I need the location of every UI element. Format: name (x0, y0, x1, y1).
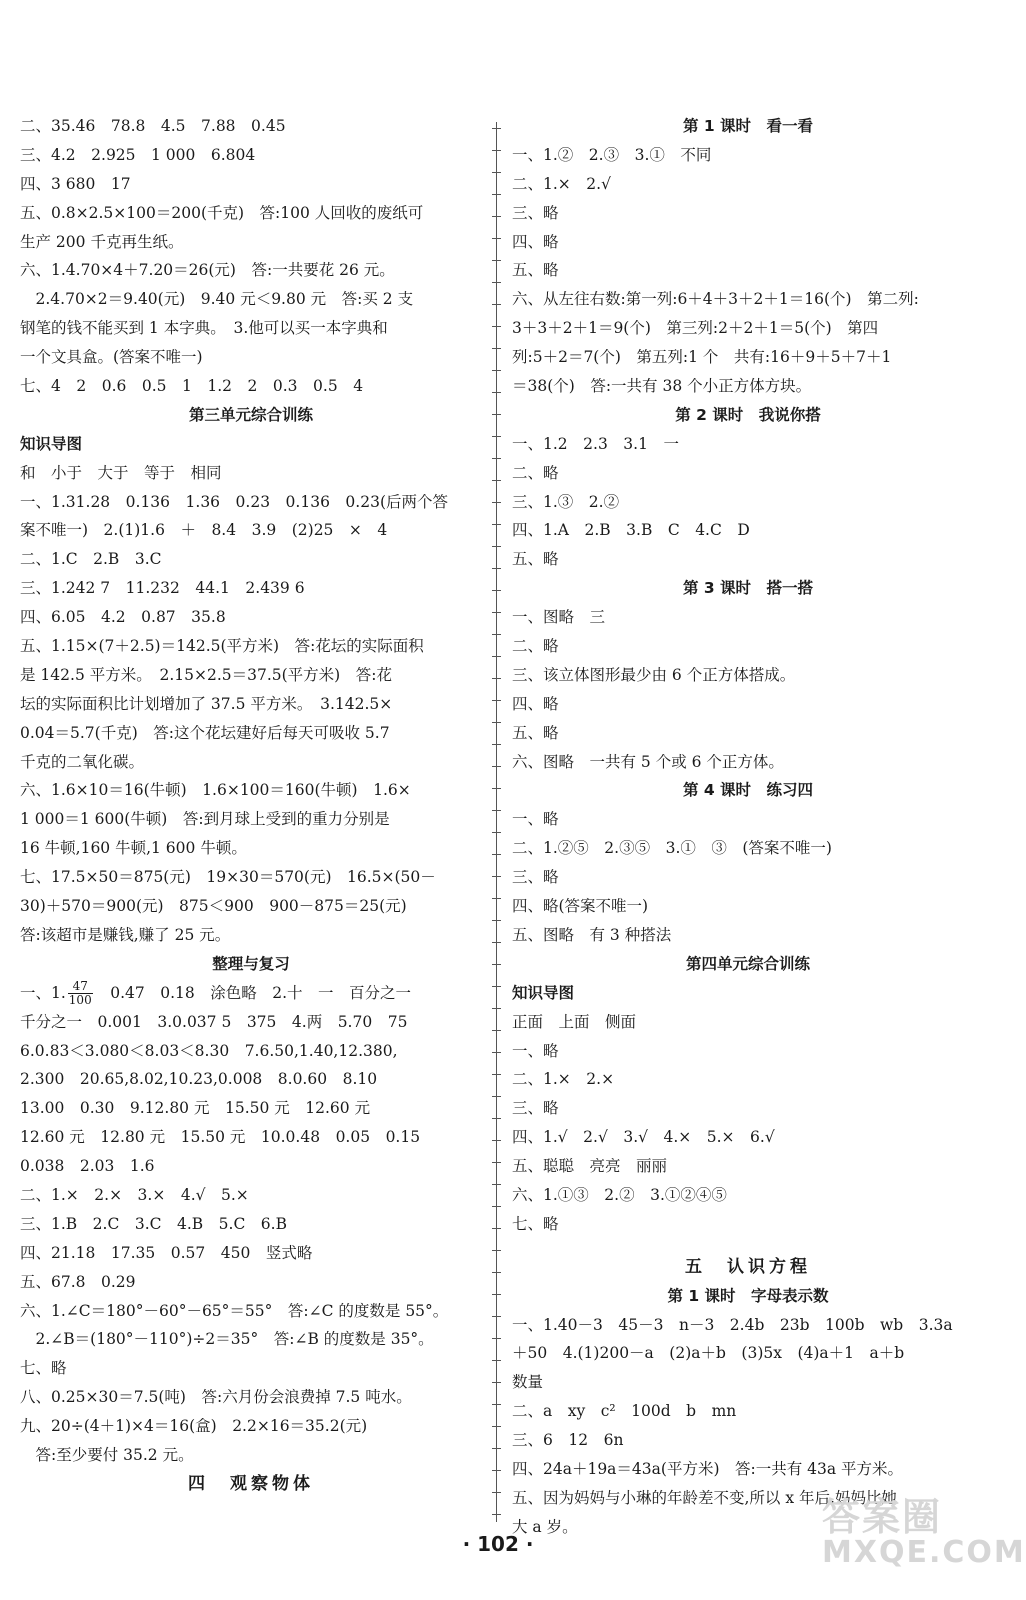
divider-tick (492, 1140, 501, 1141)
answer-line: 二、a xy c² 100d b mn (512, 1402, 737, 1421)
answer-line: 3＋3＋2＋1＝9(个) 第三列:2＋2＋1＝5(个) 第四 (512, 319, 879, 338)
right-column (512, 112, 984, 1542)
page-number: · 102 · (462, 1532, 534, 1556)
answer-line: 是 142.5 平方米。 2.15×2.5＝37.5(平方米) 答:花 (20, 665, 392, 684)
divider-tick (492, 1184, 501, 1185)
answer-line: 和 小于 大于 等于 相同 (20, 463, 222, 482)
section-heading: 第 1 课时 看一看 (682, 117, 814, 135)
divider-tick (492, 590, 501, 591)
divider-tick (492, 458, 501, 459)
answer-line: 2.∠B＝(180°－110°)÷2＝35° 答:∠B 的度数是 35°。 (20, 1330, 434, 1349)
divider-tick (492, 920, 501, 921)
answer-line: 四、6.05 4.2 0.87 35.8 (20, 608, 226, 627)
divider-tick (492, 1448, 501, 1449)
divider-tick (492, 282, 501, 283)
answer-line: 六、1.6×10＝16(牛顿) 1.6×100＝160(牛顿) 1.6× (20, 781, 411, 800)
answer-line: 二、1.× 2.√ (512, 174, 611, 193)
answer-line: 四、略 (512, 694, 559, 713)
section-heading: 第 2 课时 我说你搭 (675, 405, 821, 424)
divider-tick (492, 260, 501, 261)
subsection-label: 知识导图 (512, 983, 575, 1002)
section-heading: 第三单元综合训练 (188, 405, 313, 424)
divider-tick (492, 1272, 501, 1273)
divider-tick (492, 1338, 501, 1339)
answer-line: 五、略 (512, 723, 559, 742)
divider-tick (492, 1074, 501, 1075)
answer-line: 四、略(答案不唯一) (512, 897, 649, 916)
answer-line: 四、略 (512, 232, 559, 251)
answer-line: 七、略 (512, 1214, 559, 1233)
answer-line: 六、图略 一共有 5 个或 6 个正方体。 (512, 752, 784, 771)
answer-line: 一、图略 三 (512, 608, 606, 627)
divider-tick (492, 1206, 501, 1207)
divider-tick (492, 502, 501, 503)
watermark-logo (822, 1486, 1026, 1570)
divider-tick (492, 392, 501, 393)
divider-tick (492, 1470, 501, 1471)
answer-line: 16 牛顿,160 牛顿,1 600 牛顿。 (20, 839, 247, 858)
answer-line: 一、略 (512, 1041, 559, 1060)
divider-tick (492, 876, 501, 877)
column-divider (496, 122, 497, 1522)
divider-tick (492, 1118, 501, 1119)
left-column (20, 112, 482, 1499)
divider-tick (492, 942, 501, 943)
section-heading: 五 认识方程 (685, 1256, 811, 1277)
answer-line: 正面 上面 侧面 (512, 1012, 637, 1031)
answer-line: 六、从左往右数:第一列:6＋4＋3＋2＋1＝16(个) 第二列: (512, 290, 919, 309)
answer-line: 一、1.31.28 0.136 1.36 0.23 0.136 0.23(后两个答 (20, 492, 448, 511)
divider-tick (492, 656, 501, 657)
section-heading: 四 观察物体 (188, 1473, 314, 1494)
answer-line: 大 a 岁。 (512, 1517, 578, 1536)
answer-line: 二、1.C 2.B 3.C (20, 550, 162, 569)
answer-line: 一个文具盒。(答案不唯一) (20, 348, 203, 367)
divider-tick (492, 1426, 501, 1427)
answer-line: 千克的二氧化碳。 (20, 752, 145, 771)
divider-tick (492, 744, 501, 745)
answer-line: 二、略 (512, 463, 559, 482)
answer-line: 生产 200 千克再生纸。 (20, 232, 184, 251)
answer-line: 千分之一 0.001 3.0.037 5 375 4.两 5.70 75 (20, 1012, 408, 1031)
answer-rest: 0.47 0.18 涂色略 2.十 一 百分之一 (94, 983, 412, 1002)
divider-tick (492, 150, 501, 151)
answer-line: 四、21.18 17.35 0.57 450 竖式略 (20, 1243, 313, 1262)
answer-line: 三、略 (512, 1099, 559, 1118)
section-heading: 第 1 课时 字母表示数 (667, 1286, 829, 1305)
answer-line: 0.038 2.03 1.6 (20, 1157, 155, 1176)
fraction-denominator: 100 (68, 993, 92, 1008)
divider-tick (492, 128, 501, 129)
divider-tick (492, 810, 501, 811)
answer-line: 二、1.× 2.× 3.× 4.√ 5.× (20, 1185, 249, 1204)
answer-line: ＋50 4.(1)200－a (2)a＋b (3)5x (4)a＋1 a＋b (512, 1344, 905, 1363)
answer-line: ＝38(个) 答:一共有 38 个小正方体方块。 (512, 377, 812, 396)
divider-tick (492, 766, 501, 767)
answer-line: 6.0.83＜3.080＜8.03＜8.30 7.6.50,1.40,12.380, (20, 1041, 398, 1060)
answer-line: 七、17.5×50＝875(元) 19×30＝570(元) 16.5×(50－ (20, 868, 436, 887)
divider-tick (492, 612, 501, 613)
answer-line: 坛的实际面积比计划增加了 37.5 平方米。 3.142.5× (20, 694, 393, 713)
answer-line: 三、该立体图形最少由 6 个正方体搭成。 (512, 665, 796, 684)
divider-tick (492, 524, 501, 525)
divider-tick (492, 1360, 501, 1361)
answer-line: 五、1.15×(7＋2.5)＝142.5(平方米) 答:花坛的实际面积 (20, 637, 424, 656)
divider-tick (492, 986, 501, 987)
divider-tick (492, 634, 501, 635)
answer-line: 八、0.25×30＝7.5(吨) 答:六月份会浪费掉 7.5 吨水。 (20, 1388, 412, 1407)
fraction-numerator: 47 (68, 980, 93, 994)
answer-line: 一、略 (512, 810, 559, 829)
divider-tick (492, 788, 501, 789)
answer-line: 答:该超市是赚钱,赚了 25 元。 (20, 925, 231, 944)
answer-line (20, 979, 482, 1008)
divider-tick (492, 1514, 501, 1515)
divider-tick (492, 678, 501, 679)
answer-line: 30)＋570＝900(元) 875＜900 900－875＝25(元) (20, 897, 407, 916)
answer-line: 案不唯一) 2.(1)1.6 ＋ 8.4 3.9 (2)25 × 4 (20, 521, 388, 540)
answer-line: 七、略 (20, 1359, 67, 1378)
divider-tick (492, 1030, 501, 1031)
divider-tick (492, 568, 501, 569)
answer-line: 四、24a＋19a＝43a(平方米) 答:一共有 43a 平方米。 (512, 1459, 904, 1478)
divider-tick (492, 216, 501, 217)
answer-line: 五、0.8×2.5×100＝200(千克) 答:100 人回收的废纸可 (20, 203, 424, 222)
answer-line: 五、因为妈妈与小琳的年龄差不变,所以 x 年后,妈妈比她 (512, 1488, 897, 1507)
answer-line: 1 000＝1 600(牛顿) 答:到月球上受到的重力分别是 (20, 810, 390, 829)
answer-line: 六、1.①③ 2.② 3.①②④⑤ (512, 1185, 727, 1204)
divider-tick (492, 1316, 501, 1317)
divider-tick (492, 1492, 501, 1493)
divider-tick (492, 1382, 501, 1383)
answer-line: 三、略 (512, 203, 559, 222)
answer-line: 四、1.A 2.B 3.B C 4.C D (512, 521, 750, 540)
divider-tick (492, 1404, 501, 1405)
divider-tick (492, 1250, 501, 1251)
section-heading: 第四单元综合训练 (685, 954, 810, 973)
answer-line: 三、1.③ 2.② (512, 492, 620, 511)
answer-line: 0.04＝5.7(千克) 答:这个花坛建好后每天可吸收 5.7 (20, 723, 390, 742)
answer-line: 五、图略 有 3 种搭法 (512, 925, 672, 944)
answer-prefix: 一、1. (20, 983, 66, 1002)
divider-tick (492, 238, 501, 239)
divider-tick (492, 1294, 501, 1295)
answer-line: 五、略 (512, 550, 559, 569)
answer-line: 12.60 元 12.80 元 15.50 元 10.0.48 0.05 0.15 (20, 1128, 421, 1147)
answer-line: 一、1.2 2.3 3.1 一 (512, 434, 679, 453)
divider-tick (492, 898, 501, 899)
answer-line: 三、1.242 7 11.232 44.1 2.439 6 (20, 579, 305, 598)
section-heading: 整理与复习 (212, 954, 290, 973)
spacer (512, 1239, 984, 1253)
divider-tick (492, 414, 501, 415)
divider-tick (492, 546, 501, 547)
divider-tick (492, 436, 501, 437)
section-heading: 第 3 课时 搭一搭 (682, 579, 814, 598)
answer-line: 一、1.② 2.③ 3.① 不同 (512, 145, 712, 164)
answer-line: 五、67.8 0.29 (20, 1272, 136, 1291)
divider-tick (492, 304, 501, 305)
answer-line: 二、略 (512, 637, 559, 656)
answer-line: 五、聪聪 亮亮 丽丽 (512, 1157, 668, 1176)
answer-line: 三、1.B 2.C 3.C 4.B 5.C 6.B (20, 1214, 287, 1233)
fraction (68, 980, 93, 1007)
answer-line: 六、1.∠C＝180°－60°－65°＝55° 答:∠C 的度数是 55°。 (20, 1301, 449, 1320)
answer-line: 九、20÷(4＋1)×4＝16(盒) 2.2×16＝35.2(元) (20, 1417, 368, 1436)
divider-tick (492, 370, 501, 371)
answer-line: 四、1.√ 2.√ 3.√ 4.× 5.× 6.√ (512, 1128, 775, 1147)
answer-line: 二、1.②⑤ 2.③⑤ 3.① ③ (答案不唯一) (512, 839, 832, 858)
answer-line: 四、3 680 17 (20, 174, 131, 193)
section-heading: 第 4 课时 练习四 (682, 781, 814, 800)
watermark-line2: MXQE.COM (822, 1535, 1026, 1570)
answer-line: 钢笔的钱不能买到 1 本字典。 3.他可以买一本字典和 (20, 319, 388, 338)
answer-line: 三、4.2 2.925 1 000 6.804 (20, 145, 256, 164)
answer-line: 五、略 (512, 261, 559, 280)
divider-tick (492, 854, 501, 855)
divider-tick (492, 326, 501, 327)
answer-line: 答:至少要付 35.2 元。 (20, 1445, 194, 1464)
divider-tick (492, 1052, 501, 1053)
answer-line: 七、4 2 0.6 0.5 1 1.2 2 0.3 0.5 4 (20, 377, 364, 396)
answer-line: 列:5＋2＝7(个) 第五列:1 个 共有:16＋9＋5＋7＋1 (512, 348, 892, 367)
divider-tick (492, 480, 501, 481)
answer-line: 六、1.4.70×4＋7.20＝26(元) 答:一共要花 26 元。 (20, 261, 395, 280)
divider-tick (492, 964, 501, 965)
divider-tick (492, 722, 501, 723)
divider-tick (492, 1008, 501, 1009)
divider-tick (492, 348, 501, 349)
subsection-label: 知识导图 (20, 434, 83, 453)
answer-line: 数量 (512, 1373, 544, 1392)
watermark-line1: 答案圈 (822, 1495, 943, 1539)
answer-line: 2.300 20.65,8.02,10.23,0.008 8.0.60 8.10 (20, 1070, 378, 1089)
divider-tick (492, 172, 501, 173)
answer-line: 三、略 (512, 868, 559, 887)
answer-line: 一、1.40－3 45－3 n－3 2.4b 23b 100b wb 3.3a (512, 1315, 953, 1334)
divider-tick (492, 194, 501, 195)
divider-tick (492, 1096, 501, 1097)
divider-tick (492, 1162, 501, 1163)
answer-line: 2.4.70×2＝9.40(元) 9.40 元＜9.80 元 答:买 2 支 (20, 290, 414, 309)
divider-tick (492, 700, 501, 701)
answer-line: 二、35.46 78.8 4.5 7.88 0.45 (20, 117, 286, 135)
divider-tick (492, 832, 501, 833)
divider-tick (492, 1228, 501, 1229)
answer-line: 二、1.× 2.× (512, 1070, 615, 1089)
answer-line: 三、6 12 6n (512, 1431, 624, 1450)
answer-line: 13.00 0.30 9.12.80 元 15.50 元 12.60 元 (20, 1099, 371, 1118)
